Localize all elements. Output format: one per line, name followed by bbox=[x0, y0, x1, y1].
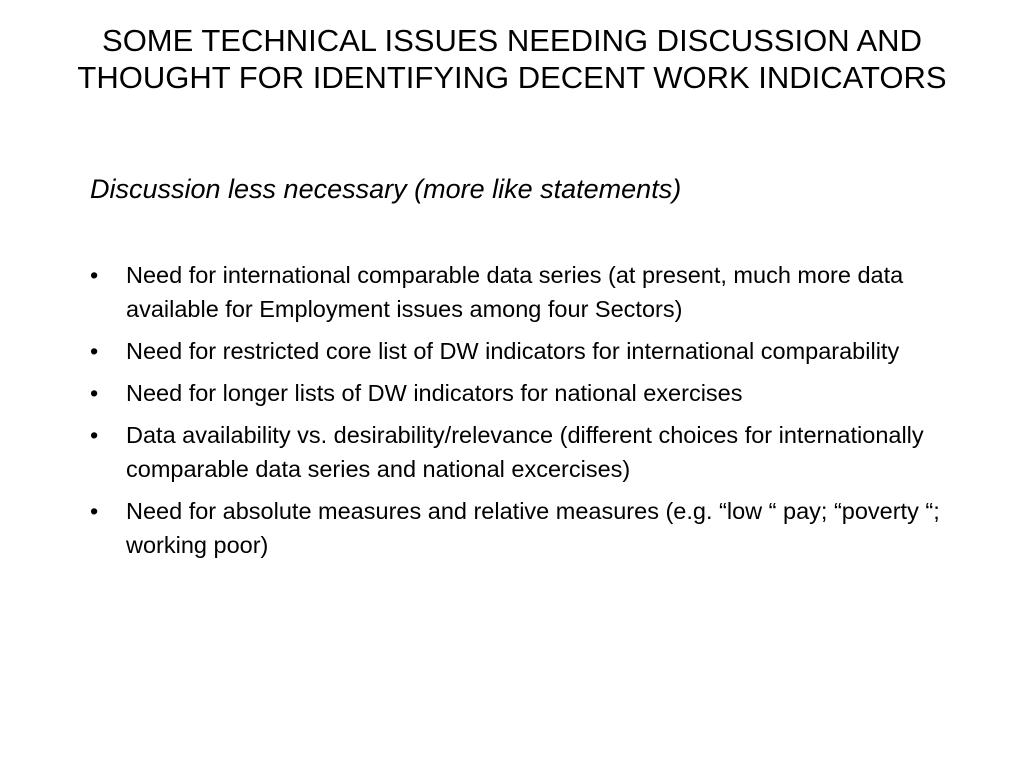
slide-subtitle: Discussion less necessary (more like statements) bbox=[90, 174, 682, 204]
bullet-icon: • bbox=[90, 422, 99, 448]
bullet-text: Data availability vs. desirability/relevance (different choices for internationally comparable data series and national excercises) bbox=[126, 422, 924, 482]
bullet-item bbox=[90, 418, 950, 486]
bullet-icon: • bbox=[90, 338, 99, 364]
bullet-list bbox=[90, 258, 950, 570]
bullet-item bbox=[90, 376, 950, 410]
slide-title: SOME TECHNICAL ISSUES NEEDING DISCUSSION AND THOUGHT FOR IDENTIFYING DECENT WORK INDICATORS bbox=[77, 23, 947, 95]
bullet-text: Need for restricted core list of DW indicators for international comparability bbox=[126, 338, 900, 364]
bullet-text: Need for longer lists of DW indicators for national exercises bbox=[126, 380, 743, 406]
bullet-icon: • bbox=[90, 498, 99, 524]
bullet-icon: • bbox=[90, 380, 99, 406]
bullet-item bbox=[90, 334, 950, 368]
bullet-item bbox=[90, 494, 950, 562]
bullet-text: Need for international comparable data series (at present, much more data available for Employment issues among four Sectors) bbox=[126, 262, 904, 322]
bullet-text: Need for absolute measures and relative measures (e.g. “low “ pay; “poverty “; working poor) bbox=[126, 498, 940, 558]
bullet-item bbox=[90, 258, 950, 326]
bullet-icon: • bbox=[90, 262, 99, 288]
